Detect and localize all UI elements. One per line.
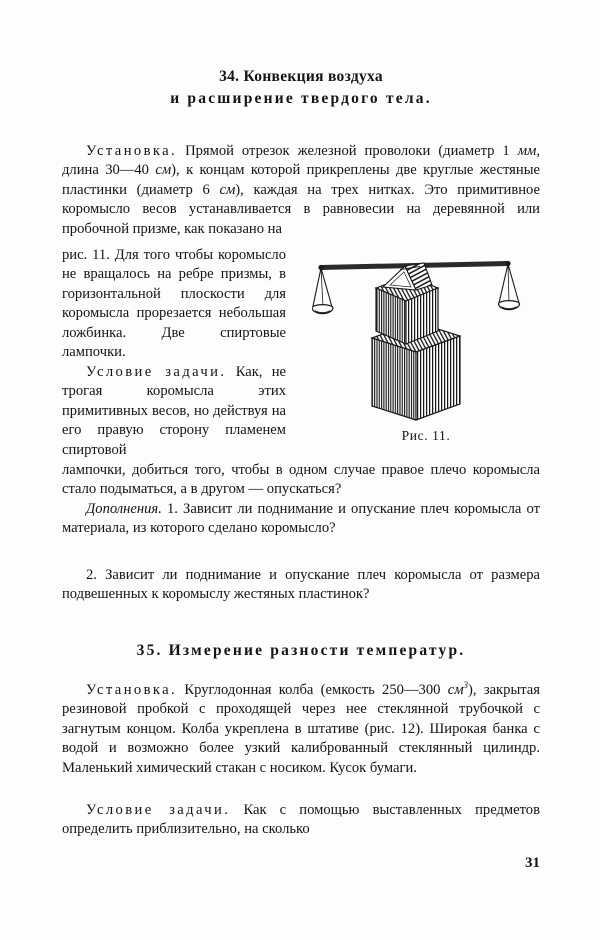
additions-label: Дополнения.	[86, 500, 162, 517]
left-pan-group	[312, 268, 333, 314]
section-35-setup-paragraph	[62, 676, 540, 778]
right-pan-group	[499, 264, 520, 310]
section-34-heading	[62, 66, 540, 110]
narrow-column-continuation	[62, 246, 286, 363]
right-pan-thread-2	[508, 264, 519, 303]
narrow-column-text: рис. 11. Для того чтобы коромысло не вращалось на ребре призмы, в горизонтальной плоскости для коромысла прорезается небольшая ложбинка. Две спиртовые лампочки.	[62, 247, 286, 361]
section-34-addition-2-paragraph	[62, 566, 540, 605]
right-pan-thread-1	[499, 264, 508, 303]
balance-diagram-svg	[312, 252, 540, 452]
narrow-text-column	[62, 246, 286, 460]
section-34-heading-line1: 34. Конвекция воздуха	[219, 68, 383, 85]
figure-balance-on-prism	[312, 252, 540, 452]
addition-1-text: 1. Зависит ли поднимание и опускание плеч коромысла от материала, из которого сделано коромысло?	[62, 500, 540, 537]
section-34-condition-paragraph	[62, 363, 286, 460]
condition-35-text: Как с помощью выставленных предметов определить приблизительно, на сколько	[62, 802, 540, 838]
figure-caption: Рис. 11.	[401, 428, 451, 443]
condition-wide-text: лампочки, добиться того, чтобы в одном случае правое плечо коромысла стало подыматься, а в другом — опускаться?	[62, 462, 540, 498]
condition-wide-paragraph	[62, 461, 540, 500]
section-35-heading-text: 35. Измерение разности температур.	[136, 642, 466, 659]
section-34-condition-continuation	[62, 461, 540, 539]
section-35-heading	[62, 640, 540, 662]
right-pan-thread-3	[508, 264, 509, 303]
left-pan-thread-1	[313, 268, 321, 306]
setup-label: Установка.	[86, 143, 178, 159]
page-number: 31	[525, 855, 540, 871]
condition-narrow-text: Как, не трогая коромысла этих примитивных весов, но действуя на его правую сторону пламенем спиртовой	[62, 363, 286, 458]
condition-label: Условие задачи.	[86, 363, 227, 380]
section-34-heading-line2: и расширение твердого тела.	[170, 90, 432, 107]
setup-label-35: Установка.	[86, 681, 178, 698]
section-34-additions-paragraph	[62, 500, 540, 539]
cubic-centimeter-exponent: 3	[463, 680, 469, 690]
section-35-condition-paragraph	[62, 801, 540, 840]
setup-35-text-part1: Круглодонная колба (емкость 250—300 см	[177, 681, 464, 698]
condition-label-35: Условие задачи.	[86, 802, 231, 818]
setup-body-text: Прямой отрезок железной проволоки (диаметр 1 мм, длина 30—40 см), к концам которой прикреплены две круглые жестяные пластинки (диаметр 6 см), каждая на трех нитках. Это примитивное коромысло весов устанавливается в равновесии на деревянной или пробочной призме, как показано на	[62, 143, 541, 237]
section-34-setup-paragraph	[62, 142, 540, 239]
lower-block-front-face	[372, 338, 416, 420]
setup-35-text-part2: ), закрытая резиновой пробкой с проходящей через нее стеклянной трубочкой с загнутым концом. Колба укреплена в штативе (рис. 12). Широкая банка с водой и возможно более узкий калиброванный стеклянный цилиндр. Маленький химический стакан с носиком. Кусок бумаги.	[62, 681, 540, 776]
addition-2-text: 2. Зависит ли поднимание и опускание плеч коромысла от размера подвешенных к коромыслу жестяных пластинок?	[62, 567, 540, 603]
